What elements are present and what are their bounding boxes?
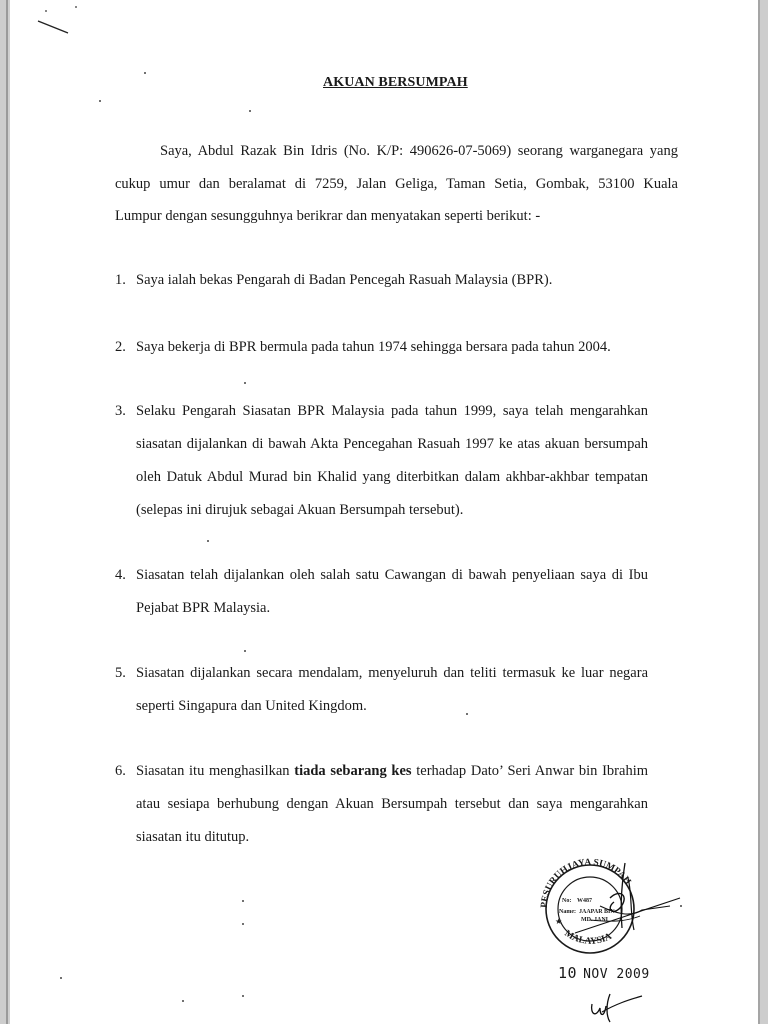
item-number: 1. bbox=[115, 272, 126, 288]
scan-speck bbox=[244, 382, 246, 384]
item-number: 6. bbox=[115, 763, 126, 779]
item-number: 4. bbox=[115, 567, 126, 583]
stamp-name-label: Name: bbox=[559, 909, 576, 915]
item-number: 2. bbox=[115, 339, 126, 355]
item-number: 5. bbox=[115, 665, 126, 681]
scan-speck bbox=[242, 995, 244, 997]
item-text: terhadap Dato’ Seri Anwar bin Ibrahim bbox=[411, 763, 648, 779]
item-line: siasatan dijalankan di bawah Akta Pencegahan Rasuah 1997 ke atas akuan bersumpah bbox=[136, 436, 648, 452]
signature bbox=[570, 858, 690, 948]
stamp-name-value: MD. JANI bbox=[581, 917, 608, 923]
item-line: Saya ialah bekas Pengarah di Badan Pencegah Rasuah Malaysia (BPR). bbox=[136, 272, 553, 288]
document-title: AKUAN BERSUMPAH bbox=[323, 75, 468, 90]
item-line: Pejabat BPR Malaysia. bbox=[136, 600, 271, 616]
scan-speck bbox=[466, 713, 468, 715]
item-line: Siasatan telah dijalankan oleh salah satu Cawangan di bawah penyeliaan saya di Ibu bbox=[136, 567, 648, 583]
scan-speck bbox=[242, 923, 244, 925]
intro-line: Lumpur dengan sesungguhnya berikrar dan menyatakan seperti berikut: - bbox=[115, 208, 541, 224]
item-text: Siasatan itu menghasilkan bbox=[136, 763, 295, 779]
scan-mark bbox=[10, 0, 11, 1]
item-line: Selaku Pengarah Siasatan BPR Malaysia pada tahun 1999, saya telah mengarahkan bbox=[136, 403, 648, 419]
document-page bbox=[10, 0, 758, 1024]
stamp-no-label: No: bbox=[562, 898, 572, 904]
item-number: 3. bbox=[115, 403, 126, 419]
stamp-ring-top: PESURUHJAYA SUMPAH bbox=[539, 857, 633, 909]
scan-speck bbox=[60, 977, 62, 979]
scan-speck bbox=[207, 540, 209, 542]
stamp-name-value: JAAPAR BIN bbox=[579, 909, 615, 915]
initials bbox=[588, 990, 648, 1024]
item-line: seperti Singapura dan United Kingdom. bbox=[136, 698, 367, 714]
date-stamp bbox=[558, 964, 650, 982]
date-month-year: NOV 2009 bbox=[583, 967, 650, 982]
item-line: (selepas ini dirujuk sebagai Akuan Bersumpah tersebut). bbox=[136, 502, 464, 518]
stamp-ring-bottom: MALAYSIA bbox=[562, 928, 614, 947]
item-line: atau sesiapa berhubung dengan Akuan Bersumpah tersebut dan saya mengarahkan bbox=[136, 796, 648, 812]
item-line: siasatan itu ditutup. bbox=[136, 829, 250, 845]
item-line bbox=[136, 763, 648, 780]
viewer-left-edge bbox=[0, 0, 8, 1024]
scan-speck bbox=[244, 650, 246, 652]
intro-line: Saya, Abdul Razak Bin Idris (No. K/P: 490626-07-5069) seorang warganegara yang bbox=[160, 143, 678, 159]
scan-speck bbox=[144, 72, 146, 74]
date-day: 10 bbox=[558, 964, 578, 982]
item-line: oleh Datuk Abdul Murad bin Khalid yang diterbitkan dalam akhbar-akhbar tempatan bbox=[136, 469, 648, 485]
viewer-right-edge bbox=[758, 0, 768, 1024]
stamp-no-value: W487 bbox=[577, 898, 592, 904]
scan-speck bbox=[99, 100, 101, 102]
scan-speck bbox=[249, 110, 251, 112]
intro-line: cukup umur dan beralamat di 7259, Jalan Geliga, Taman Setia, Gombak, 53100 Kuala bbox=[115, 176, 678, 192]
item-line: Saya bekerja di BPR bermula pada tahun 1974 sehingga bersara pada tahun 2004. bbox=[136, 339, 611, 355]
scan-speck bbox=[242, 900, 244, 902]
scan-speck bbox=[182, 1000, 184, 1002]
item-text-bold: tiada sebarang kes bbox=[294, 763, 412, 779]
stamp-star: ★ bbox=[555, 917, 563, 926]
item-line: Siasatan dijalankan secara mendalam, menyeluruh dan teliti termasuk ke luar negara bbox=[136, 665, 648, 681]
